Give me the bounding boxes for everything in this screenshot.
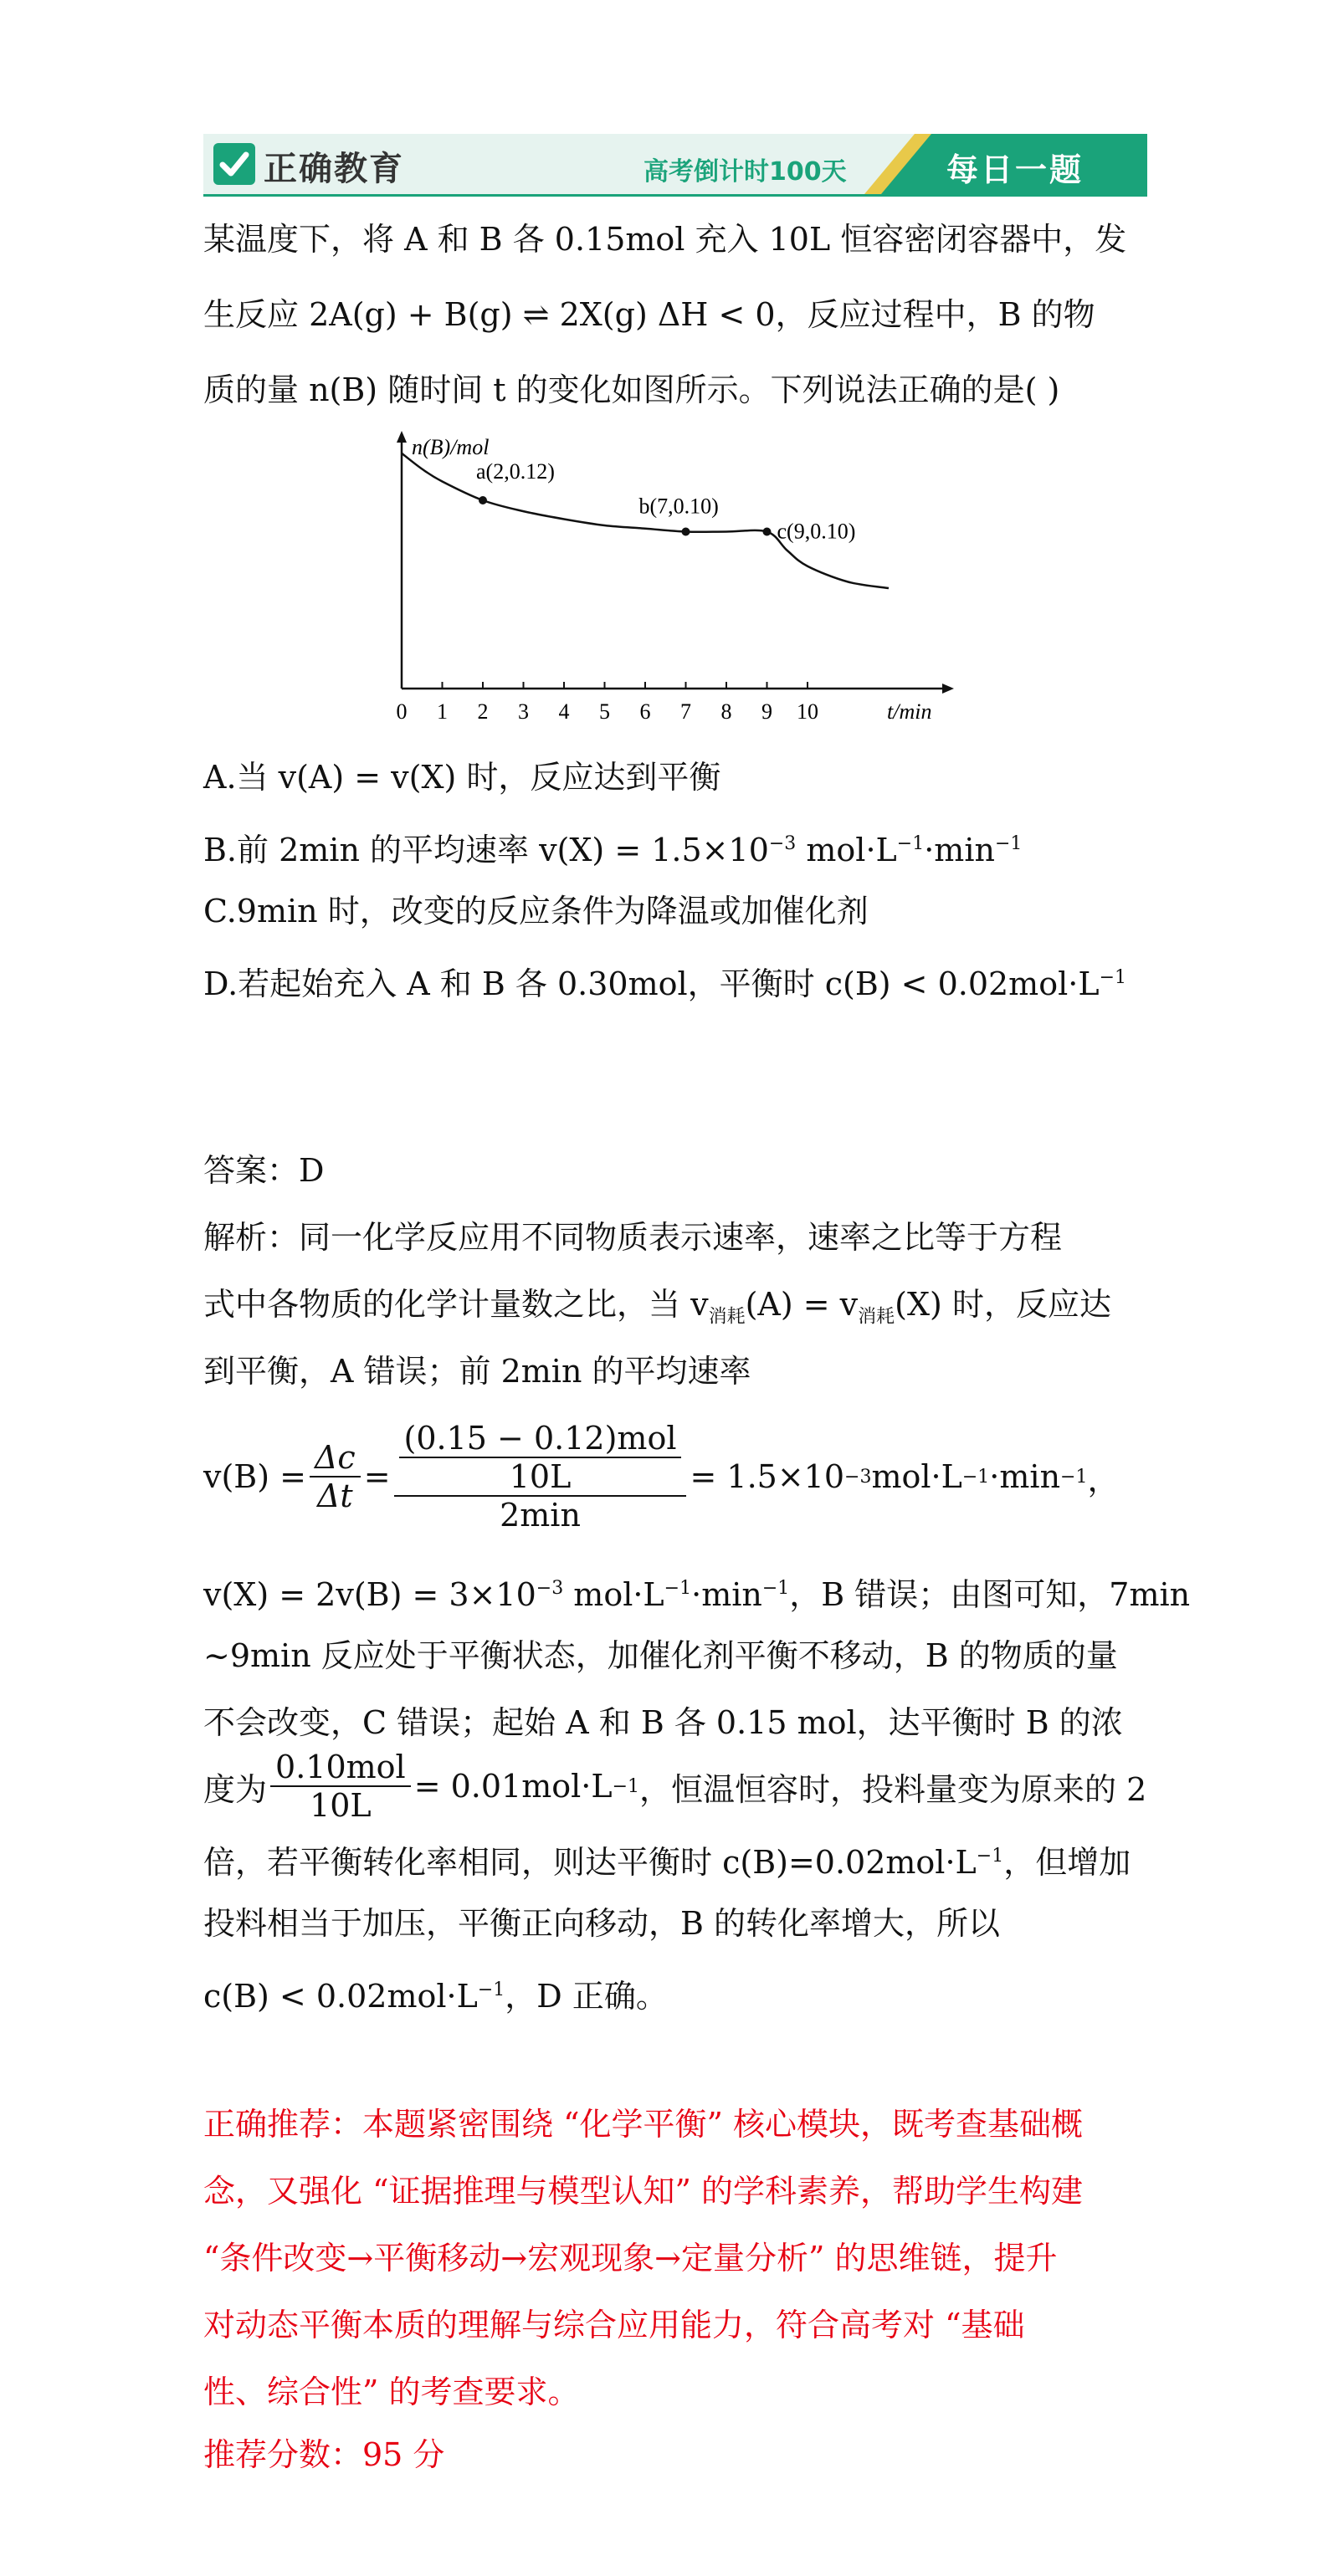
a5-text: v(X) = 2v(B) = 3×10 [203,1576,536,1613]
formula-result: = 1.5×10 [690,1458,845,1495]
option-b-exp2: −1 [896,833,925,854]
a11-pre: c(B) < 0.02mol·L [203,1978,478,2015]
point-label-b: b(7,0.10) [638,494,719,519]
x-tick-label-3: 3 [518,699,529,724]
a9-post: ，但增加 [1003,1844,1131,1881]
banner-underline [203,194,1147,197]
analysis-line-7: 不会改变，C 错误；起始 A 和 B 各 0.15 mol，达平衡时 B 的浓 [203,1704,1123,1741]
a8-mid: = 0.01mol·L [413,1768,613,1805]
analysis-line-11 [203,1970,668,2016]
a5-unit: mol·L [563,1576,664,1613]
question-line-3: 质的量 n(B) 随时间 t 的变化如图所示。下列说法正确的是( ) [203,371,1060,408]
delta-c: Δc [310,1439,361,1477]
a8-pre: 度为 [203,1770,268,1808]
consume-sub-1: 消耗 [708,1306,746,1328]
x-tick-label-8: 8 [720,699,732,724]
a5-unit2: ·min [691,1576,762,1613]
recommend-line-1: 正确推荐：本题紧密围绕 “化学平衡” 核心模块，既考查基础概 [203,2106,1084,2143]
x-tick-label-6: 6 [639,699,651,724]
a11-exp: −1 [477,1979,505,2000]
y-axis-label: n(B)/mol [412,435,490,459]
option-b-text: B.前 2min 的平均速率 v(X) = 1.5×10 [203,832,769,868]
option-d [203,958,1126,1004]
x-tick-label-1: 1 [437,699,448,724]
y-axis-arrow [397,431,407,443]
option-d-text: D.若起始充入 A 和 B 各 0.30mol，平衡时 c(B) < 0.02mol·L [203,965,1100,1002]
brand-name: 正确教育 [264,150,404,188]
analysis-line-10: 投料相当于加压，平衡正向移动，B 的转化率增大，所以 [203,1905,1001,1942]
analysis-line-5 [203,1569,1190,1615]
option-b-unit2: ·min [924,832,995,868]
point-a [479,496,487,504]
equals-sign: = [363,1458,391,1495]
check-icon [213,143,255,185]
point-b [682,528,690,536]
x-tick-label-10: 10 [797,699,818,724]
answer-label: 答案：D [203,1152,325,1189]
option-b-unit: mol·L [796,832,897,868]
recommend-line-5: 性、综合性” 的考查要求。 [203,2374,580,2410]
a5-post: ，B 错误；由图可知，7min [789,1576,1191,1613]
consume-sub-2: 消耗 [858,1306,895,1328]
inner-bottom: 10L [509,1458,572,1495]
big-fraction-top [394,1420,687,1497]
a5-exp1: −3 [536,1578,564,1599]
a8-exp: −1 [612,1775,640,1797]
point-label-a: a(2,0.12) [476,459,555,484]
a11-post: ，D 正确。 [505,1978,668,2015]
analysis-line-8 [203,1744,1146,1828]
concentration-fraction [270,1749,411,1824]
option-b-exp3: −1 [994,833,1023,854]
conc-num: 0.10mol [270,1749,411,1787]
analysis-line-6: ~9min 反应处于平衡状态，加催化剂平衡不移动，B 的物质的量 [203,1637,1118,1674]
analysis-line-2-a: 式中各物质的化学计量数之比，当 v [203,1286,709,1323]
formula-exp: −3 [844,1466,872,1488]
formula-exp2: −1 [961,1466,990,1488]
recommend-line-4: 对动态平衡本质的理解与综合应用能力，符合高考对 “基础 [203,2307,1025,2343]
point-label-c: c(9,0.10) [777,519,856,544]
recommend-line-2: 念，又强化 “证据推理与模型认知” 的学科素养，帮助学生构建 [203,2173,1084,2210]
daily-question-label: 每日一题 [946,151,1084,188]
x-axis-arrow [942,684,954,694]
big-fraction-bottom: 2min [500,1497,581,1534]
header-banner [203,134,1147,194]
x-tick-label-0: 0 [396,699,408,724]
inner-top: (0.15 − 0.12)mol [399,1420,682,1458]
x-tick-label-7: 7 [680,699,691,724]
option-b [203,824,1022,870]
x-tick-label-5: 5 [599,699,610,724]
x-axis-label: t/min [887,699,932,724]
question-line-2: 生反应 2A(g) + B(g) ⇌ 2X(g) ΔH < 0，反应过程中，B 的物 [203,296,1095,333]
x-tick-label-9: 9 [761,699,772,724]
conc-den: 10L [310,1787,372,1824]
rate-formula [203,1414,1120,1539]
nb-time-chart [368,431,971,732]
delta-t: Δt [316,1477,353,1514]
formula-unit2: ·min [989,1458,1061,1495]
countdown-text: 高考倒计时100天 [643,157,847,187]
formula-comma: ， [1087,1461,1120,1498]
a9-pre: 倍，若平衡转化率相同，则达平衡时 c(B)=0.02mol·L [203,1844,977,1881]
a5-exp2: −1 [664,1578,692,1599]
option-b-exp: −3 [768,833,797,854]
x-tick-label-4: 4 [558,699,570,724]
option-c: C.9min 时，改变的反应条件为降温或加催化剂 [203,893,869,930]
recommend-score: 推荐分数：95 分 [203,2436,445,2473]
big-fraction [394,1420,687,1534]
a9-exp: −1 [976,1846,1004,1867]
formula-exp3: −1 [1060,1466,1088,1488]
delta-fraction [310,1439,361,1514]
formula-lhs: v(B) = [203,1458,306,1495]
analysis-line-1: 解析：同一化学反应用不同物质表示速率，速率之比等于方程 [203,1219,1063,1256]
option-a: A.当 v(A) = v(X) 时，反应达到平衡 [203,759,721,796]
recommend-line-3: “条件改变→平衡移动→宏观现象→定量分析” 的思维链，提升 [203,2240,1058,2276]
analysis-line-2-c: (X) 时，反应达 [895,1286,1111,1323]
a5-exp3: −1 [761,1578,790,1599]
a8-post: ，恒温恒容时，投料量变为原来的 2 [639,1770,1147,1808]
formula-unit: mol·L [871,1458,962,1495]
analysis-line-2-b: (A) = v [745,1286,859,1323]
analysis-line-2 [203,1284,1111,1338]
analysis-line-3: 到平衡，A 错误；前 2min 的平均速率 [203,1353,751,1390]
option-d-exp: −1 [1099,967,1126,988]
analysis-line-9 [203,1836,1131,1882]
x-tick-label-2: 2 [477,699,489,724]
question-line-1: 某温度下，将 A 和 B 各 0.15mol 充入 10L 恒容密闭容器中，发 [203,221,1127,258]
inner-fraction [399,1420,682,1495]
point-c [763,528,772,536]
